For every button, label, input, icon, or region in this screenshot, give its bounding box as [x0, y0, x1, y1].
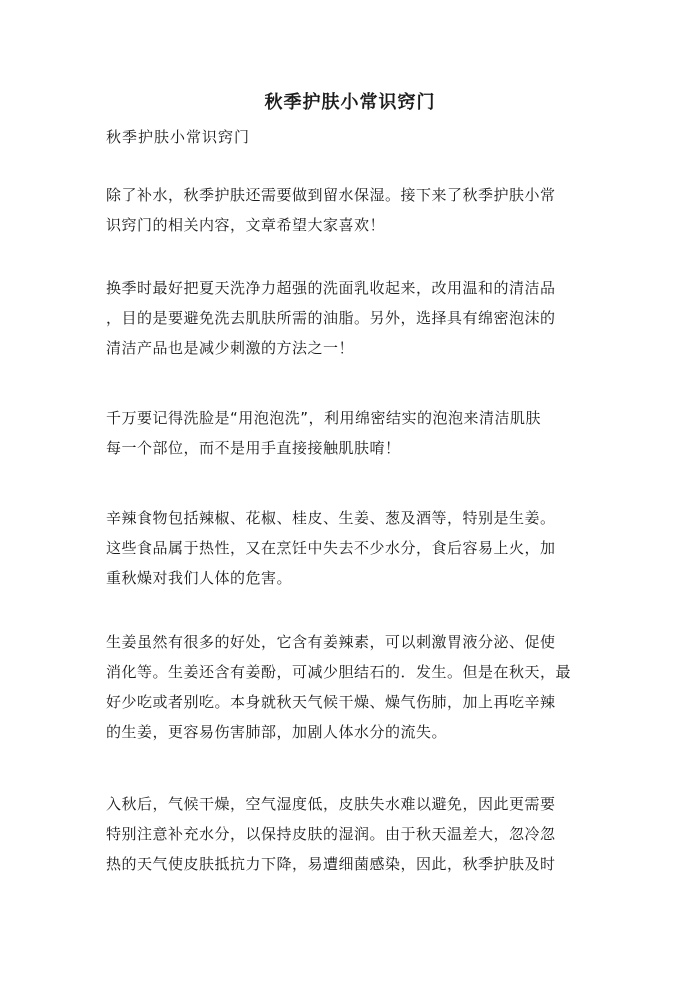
paragraph-line: 换季时最好把夏天洗净力超强的洗面乳收起来，改用温和的清洁品 — [106, 279, 556, 297]
paragraph-6 — [106, 789, 596, 879]
paragraph-line: 消化等。生姜还含有姜酚，可减少胆结石的．发生。但是在秋天，最 — [106, 663, 572, 681]
paragraph-4 — [106, 503, 596, 593]
paragraph-line: 好少吃或者别吃。本身就秋天气候干燥、燥气伤肺，加上再吃辛辣 — [106, 693, 556, 711]
paragraph-2 — [106, 273, 596, 363]
paragraph-line: 辛辣食物包括辣椒、花椒、桂皮、生姜、葱及酒等，特别是生姜。 — [106, 509, 556, 527]
paragraph-line: 清洁产品也是减少刺激的方法之一！ — [106, 339, 355, 357]
paragraph-line: 千万要记得洗脸是“用泡泡洗”，利用绵密结实的泡泡来清洁肌肤 — [106, 409, 542, 427]
paragraph-5 — [106, 627, 596, 747]
paragraph-line: 热的天气使皮肤抵抗力下降，易遭细菌感染，因此，秋季护肤及时 — [106, 855, 556, 873]
document-subtitle: 秋季护肤小常识窍门 — [106, 128, 251, 146]
paragraph-line: 入秋后，气候干燥，空气湿度低，皮肤失水难以避免，因此更需要 — [106, 795, 556, 813]
paragraph-line: 特别注意补充水分，以保持皮肤的湿润。由于秋天温差大，忽冷忽 — [106, 825, 556, 843]
paragraph-line: 识窍门的相关内容，文章希望大家喜欢！ — [106, 216, 386, 234]
paragraph-line: 除了补水，秋季护肤还需要做到留水保湿。接下来了秋季护肤小常 — [106, 186, 556, 204]
paragraph-line: 的生姜，更容易伤害肺部，加剧人体水分的流失。 — [106, 723, 448, 741]
paragraph-line: ，目的是要避免洗去肌肤所需的油脂。另外，选择具有绵密泡沫的 — [106, 309, 556, 327]
paragraph-line: 重秋燥对我们人体的危害。 — [106, 569, 293, 587]
paragraph-3 — [106, 403, 596, 463]
paragraph-line: 每一个部位，而不是用手直接接触肌肤唷！ — [106, 439, 401, 457]
document-title: 秋季护肤小常识窍门 — [264, 92, 436, 113]
paragraph-line: 这些食品属于热性，又在烹饪中失去不少水分，食后容易上火，加 — [106, 539, 556, 557]
paragraph-1 — [106, 180, 596, 240]
paragraph-line: 生姜虽然有很多的好处，它含有姜辣素，可以刺激胃液分泌、促使 — [106, 633, 556, 651]
